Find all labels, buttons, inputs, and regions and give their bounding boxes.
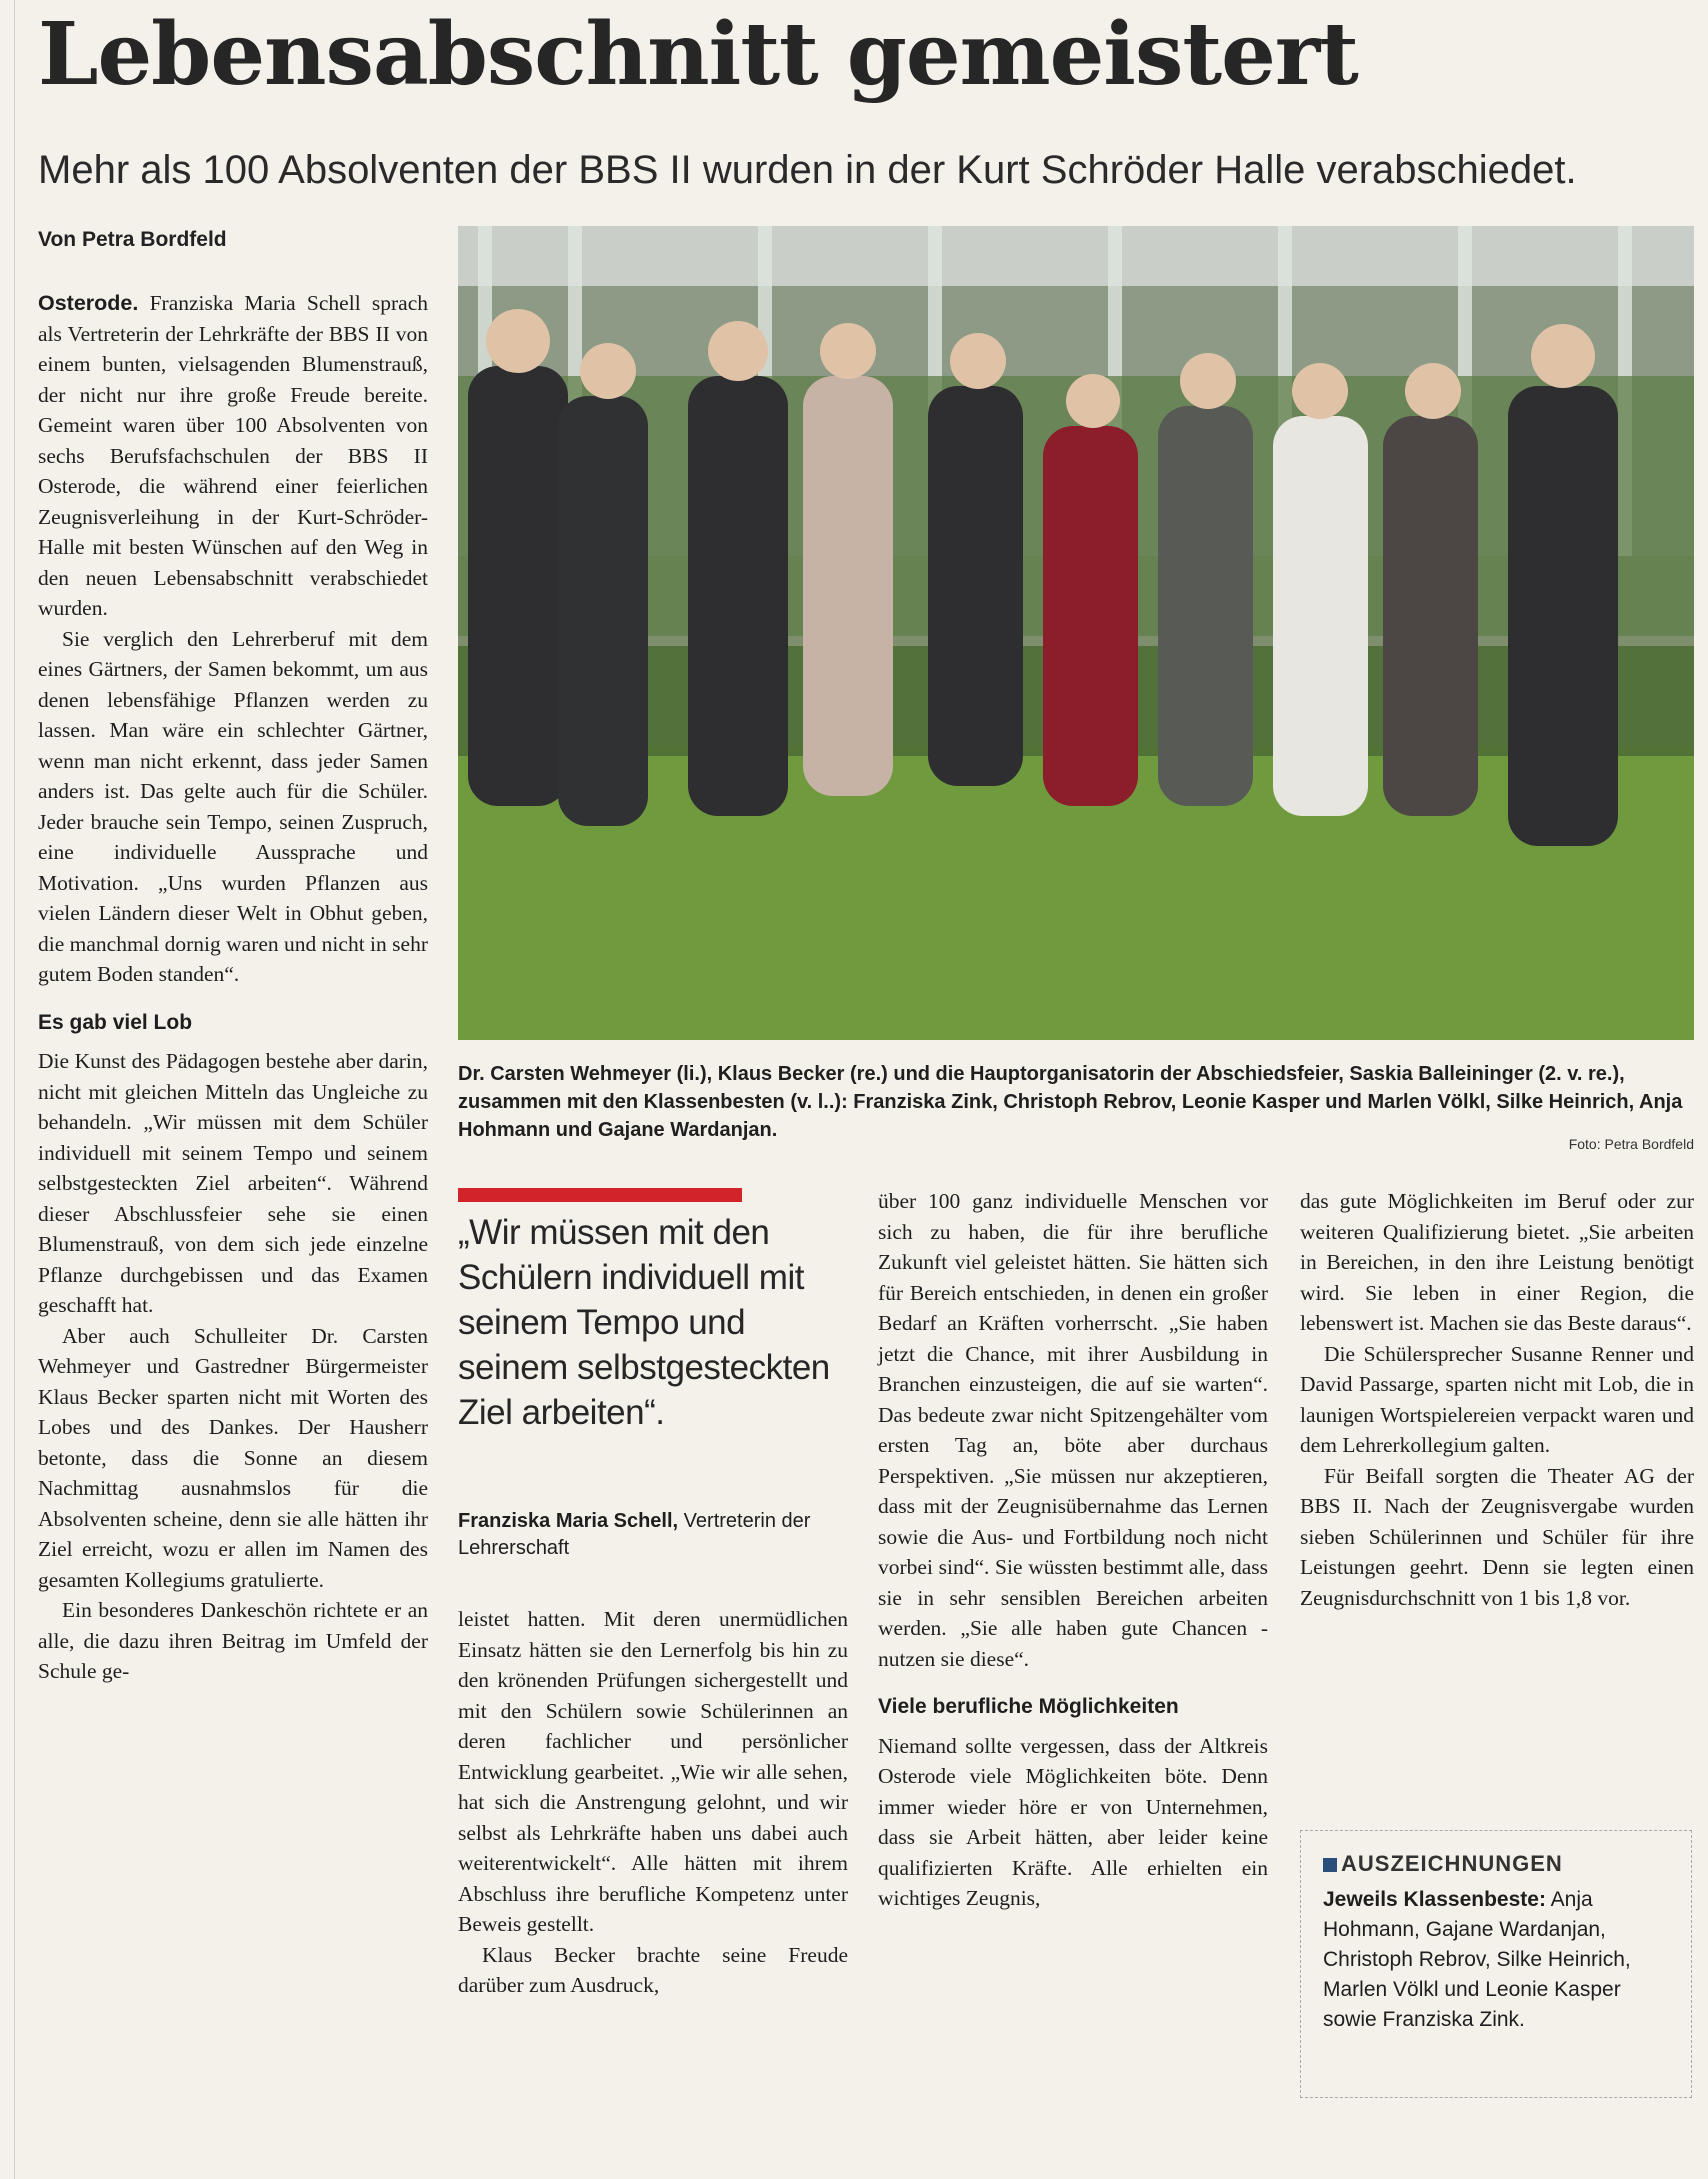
photo-caption: Dr. Carsten Wehmeyer (li.), Klaus Becker (re.) und die Hauptorganisatorin der Abschiedsfeier, Saskia Balleininger (2. v. re.), zusammen mit den Klassenbesten (v. l..): Franziska Zink, Christoph Rebrov, Leonie Kasper und Marlen Völkl, Silke Heinrich, Anja Hohmann und Gajane Wardanjan. [458, 1063, 1683, 1141]
pullquote-text: „Wir müssen mit den Schülern individuell mit seinem Tempo und seinem selbstgesteckten Ziel arbeiten“. [458, 1213, 830, 1432]
subheading: Es gab viel Lob [38, 1010, 193, 1034]
column-4 [1300, 1186, 1694, 1613]
square-bullet-icon [1323, 1858, 1337, 1872]
paragraph: das gute Möglichkeiten im Beruf oder zur weiteren Qualifizierung bietet. „Sie arbeiten in Bereichen, in den ihre Leistung benötigt wird. Sie leben in einer Region, die lebenswert ist. Machen sie das Beste daraus“. [1300, 1189, 1694, 1335]
paragraph [38, 288, 428, 624]
infobox-title [1323, 1849, 1669, 1879]
infobox-body [1323, 1885, 1669, 2035]
photo-credit: Foto: Petra Bordfeld [1568, 1136, 1694, 1152]
paragraph: Aber auch Schulleiter Dr. Carsten Wehmeyer und Gastredner Bürgermeister Klaus Becker sparten nicht mit Worten des Lobes und des Dankes. Der Hausherr betonte, dass die Sonne an diesem Nachmittag ausnahmslos für die Absolventen scheine, denn sie alle hätten ihr Ziel erreicht, wozu er allen im Namen des gesamten Kollegiums gratulierte. [38, 1323, 428, 1592]
column-2 [458, 1604, 848, 2001]
group-photo-illustration [458, 226, 1694, 1040]
column-1 [38, 288, 428, 1687]
infobox-lead: Jeweils Klassenbeste: [1323, 1888, 1546, 1911]
paragraph: über 100 ganz individuelle Menschen vor sich zu haben, die für ihre berufliche Zukunft viel geleistet hätten. Sie hätten sich für Bereich entschieden, in denen ein großer Bedarf an Kräften vorherrscht. „Sie haben jetzt die Chance, mit ihrer Ausbildung in Branchen einzusteigen, die auf sie warten“. Das bedeute zwar nicht Spitzengehälter vom ersten Tag an, böte aber durchaus Perspektiven. „Sie müssen nur akzeptieren, dass mit der Zeugnisübernahme das Lernen sowie die Aus- und Fortbildung noch nicht vorbei sind“. Sie wüssten bestimmt alle, dass sie in sehr sensiblen Bereichen arbeiten werden. „Sie alle haben gute Chancen - nutzen sie diese“. [878, 1189, 1268, 1671]
pullquote-accent-bar [458, 1188, 742, 1202]
byline: Von Petra Bordfeld [38, 228, 227, 251]
paragraph: Sie verglich den Lehrerberuf mit dem eines Gärtners, der Samen bekommt, um aus denen lebensfähige Pflanzen werden zu lassen. Man wäre ein schlechter Gärtner, wenn man nicht erkennt, dass jeder Samen anders ist. Das gelte auch für die Schüler. Jeder brauche sein Tempo, seinen Zuspruch, eine individuelle Aussprache und Motivation. „Uns wurden Pflanzen aus vielen Ländern dieser Welt in Obhut geben, die manchmal dornig waren und nicht in sehr gutem Boden standen“. [38, 626, 428, 986]
paragraph: Niemand sollte vergessen, dass der Altkreis Osterode viele Möglichkeiten böte. Denn immer wieder höre er von Unternehmen, dass sie Arbeit hätten, aber leider keine qualifizierten Kräfte. Alle erhielten ein wichtiges Zeugnis, [878, 1733, 1268, 1910]
subheadline: Mehr als 100 Absolventen der BBS II wurden in der Kurt Schröder Halle verabschiedet. [38, 148, 1577, 192]
pullquote-author: Franziska Maria Schell, [458, 1510, 679, 1532]
column-3 [878, 1186, 1268, 1914]
subheading: Viele berufliche Möglichkeiten [878, 1695, 1179, 1718]
paragraph: Die Schülersprecher Susanne Renner und David Passarge, sparten nicht mit Lob, die in launigen Wortspielereien verpackt waren und dem Lehrerkollegium galten. [1300, 1341, 1694, 1457]
pullquote-role: Vertreterin der Lehrerschaft [458, 1510, 811, 1559]
paragraph: Klaus Becker brachte seine Freude darüber zum Ausdruck, [458, 1942, 848, 1997]
pullquote-attribution [458, 1508, 858, 1562]
paragraph-text: Franziska Maria Schell sprach als Vertreterin der Lehrkräfte der BBS II von einem bunten, vielsagenden Blumenstrauß, der nicht nur ihre große Freude bereite. Gemeint waren über 100 Absolventen von sechs Berufsfachschulen der BBS II Osterode, die während einer feierlichen Zeugnisverleihung in der Kurt-Schröder-Halle mit besten Wünschen auf den Weg in den neuen Lebensabschnitt verabschiedet wurden. [38, 291, 428, 620]
paragraph: Für Beifall sorgten die Theater AG der BBS II. Nach der Zeugnisvergabe wurden sieben Schülerinnen und Schüler für ihre Leistungen geehrt. Denn sie legten einen Zeugnisdurchschnitt von 1 bis 1,8 vor. [1300, 1463, 1694, 1610]
infobox-text: Anja Hohmann, Gajane Wardanjan, Christoph Rebrov, Silke Heinrich, Marlen Völkl und Leonie Kasper sowie Franziska Zink. [1323, 1888, 1631, 2031]
paragraph: Die Kunst des Pädagogen bestehe aber darin, nicht mit gleichen Mitteln das Ungleiche zu behandeln. „Wir müssen mit dem Schüler individuell mit seinem Tempo und seinem selbstgesteckten Ziel arbeiten“. Während dieser Abschlussfeier sehe sie einen Blumenstrauß, von dem sich jede einzelne Pflanze durchgebissen und das Examen geschafft hat. [38, 1049, 428, 1317]
infobox-title-text: AUSZEICHNUNGEN [1341, 1851, 1563, 1876]
group-photo [458, 226, 1694, 1040]
dateline: Osterode. [38, 291, 139, 315]
awards-infobox [1300, 1830, 1692, 2098]
paragraph: Ein besonderes Dankeschön richtete er an alle, die dazu ihren Beitrag im Umfeld der Schule ge- [38, 1598, 428, 1683]
headline: Lebensabschnitt gemeistert [38, 4, 1358, 105]
page-edge-rule [14, 0, 15, 2179]
paragraph: leistet hatten. Mit deren unermüdlichen Einsatz hätten sie den Lernerfolg bis hin zu den krönenden Prüfungen sichergestellt und mit den Schülern sowie Schülerinnen an deren fachlicher und persönlicher Entwicklung gearbeitet. „Wie wir alle sehen, hat sich die Anstrengung gelohnt, und wir selbst als Lehrkräfte haben uns dabei auch weiterentwickelt“. Alle hätten mit ihrem Abschluss ihre berufliche Kompetenz unter Beweis gestellt. [458, 1607, 848, 1936]
